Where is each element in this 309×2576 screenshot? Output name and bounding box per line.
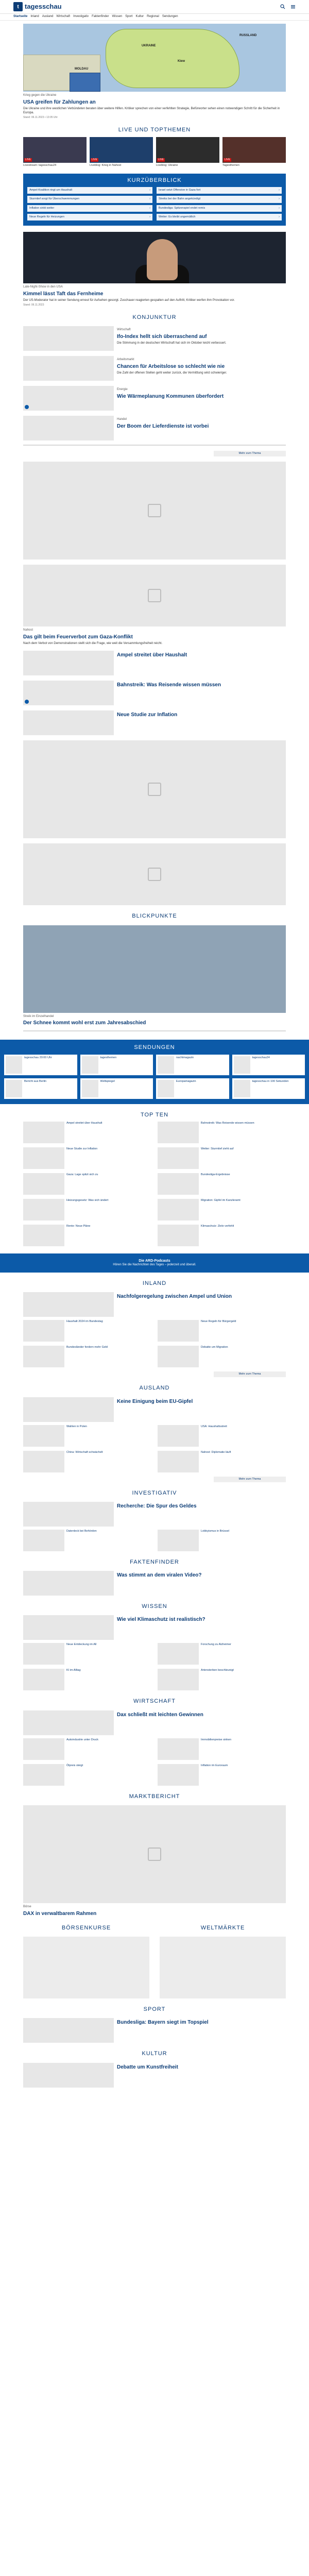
map-label: UKRAINE [142,44,156,47]
sendung-thumbnail [82,1056,98,1074]
chevron-right-icon: › [279,189,280,192]
list-item[interactable]: Autoindustrie unter Druck [23,1738,151,1760]
kicker: Energie [117,388,128,392]
article-thumbnail [23,1225,64,1246]
article-headline[interactable]: Ampel streitet über Haushalt [117,652,187,658]
feature-article[interactable] [23,232,286,307]
sendung-thumbnail [6,1080,22,1097]
section-title-markt: MARKTBERICHT [129,1793,180,1800]
live-thumbnail [23,137,87,163]
live-caption: Liveblog: Ukraine [156,163,178,167]
article-card[interactable] [23,1571,286,1596]
kicker: Streik im Einzelhandel [23,1014,54,1018]
sendung-card[interactable]: Bericht aus Berlin [4,1078,77,1099]
article-card[interactable] [23,416,286,440]
article-card[interactable] [23,681,286,705]
image-placeholder-icon [148,1848,161,1861]
lead-teaser: Die Ukraine und ihre westlichen Verbündeten beraten über weitere Hilfen. Kritiker sprechen von einer verfehlten Strategie, Befürworter sehen einen notwendigen Schritt für die Sicherheit in Europa. [23,107,280,114]
header-icons [280,4,296,9]
article-headline: Nachfolgeregelung zwischen Ampel und Union [117,1294,232,1300]
list-item[interactable]: Lobbyismus in Brüssel [158,1530,286,1551]
kurzueberblick-item[interactable]: Inflation sinkt weiter › [27,205,152,212]
article-card[interactable] [23,1397,286,1422]
topten-item[interactable]: Heizungsgesetz: Was sich ändert [23,1199,151,1221]
feature-teaser: Der US-Moderator hat in seiner Sendung erneut für Aufsehen gesorgt. Zuschauer reagierten gespalten auf den Auftritt, Kritiker werfen ihm Provokation vor. [23,298,235,302]
nav-regional[interactable]: Regional [147,15,159,19]
topten-item[interactable]: Neue Studie zur Inflation [23,1147,151,1169]
article-thumbnail [23,416,114,440]
banner-title: Die ARD-Podcasts [139,1259,170,1263]
article-image [23,740,286,838]
list-item[interactable]: Haushalt 2024 im Bundestag [23,1320,151,1342]
article-headline[interactable]: Chancen für Arbeitslose so schlecht wie nie [117,364,225,370]
feature-image [23,232,286,283]
article-teaser: Nach dem Verbot von Demonstrationen stellt sich die Frage, wie weit die Versammlungsfreiheit reicht. [23,642,163,646]
article-thumbnail [158,1225,199,1246]
article-headline: Dax schließt mit leichten Gewinnen [117,1711,203,1718]
topten-item[interactable]: Klimaschutz: Ziele verfehlt [158,1225,286,1246]
weltmaerkte-widget[interactable] [160,1937,286,1998]
live-badge: LIVE [225,158,230,162]
section-title: AUSLAND [139,1385,170,1392]
section-title-blickpunkte: BLICKPUNKTE [132,913,177,920]
banner-text: Hören Sie die Nachrichten des Tages – jederzeit und überall. [113,1263,196,1267]
section-title-sport: SPORT [143,2006,166,2013]
section-wirtschaft [23,1698,286,1785]
markt-columns [23,1917,286,1998]
article-headline[interactable]: Ifo-Index hellt sich überraschend auf [117,334,207,340]
live-thumbnail [222,137,286,163]
more-button[interactable]: Mehr zum Thema [214,1371,286,1377]
section-title-konjunktur: KONJUNKTUR [132,314,177,321]
kicker: Wirtschaft [117,328,131,332]
section-title-kultur: KULTUR [142,2050,167,2057]
list-item[interactable]: Bundesländer fordern mehr Geld [23,1346,151,1367]
article-thumbnail [23,1292,114,1317]
sendung-card[interactable]: tagesschau in 100 Sekunden [232,1078,305,1099]
section-inland [23,1280,286,1377]
article-thumbnail [23,1571,114,1596]
sendung-card[interactable]: Europamagazin [156,1078,229,1099]
logo[interactable] [13,2,62,11]
chevron-right-icon: › [149,206,150,210]
article-thumbnail [23,326,114,351]
list-item[interactable]: China: Wirtschaft schwächelt [23,1451,151,1472]
sendung-thumbnail [158,1056,174,1074]
list-item[interactable]: Wahlen in Polen [23,1425,151,1447]
list-item[interactable]: Immobilienpreise sinken [158,1738,286,1760]
live-card[interactable] [23,137,87,167]
sendung-card[interactable]: Weltspiegel [80,1078,153,1099]
markt-headline[interactable]: DAX in verwaltbarem Rahmen [23,1910,97,1917]
live-caption: Tagesthemen [222,163,240,167]
kurzueberblick-item[interactable]: Streiks bei der Bahn angekündigt › [157,196,282,202]
kicker: Krieg gegen die Ukraine [23,94,57,97]
live-badge: LIVE [25,158,31,162]
live-row [23,137,286,167]
video-thumbnail [23,386,114,411]
topten-item[interactable]: Bahnstreik: Was Reisende wissen müssen [158,1122,286,1143]
chevron-right-icon: › [279,197,280,201]
article-headline: Recherche: Die Spur des Geldes [117,1503,197,1509]
article-headline: Keine Einigung beim EU-Gipfel [117,1398,193,1404]
boerse-widget[interactable] [23,1937,149,1998]
article-image [23,843,286,905]
article-thumbnail [23,2018,114,2043]
map-label: Kiew [178,60,185,63]
sendung-thumbnail [158,1080,174,1097]
article-thumbnail [158,1173,199,1195]
kurzueberblick-item[interactable]: Ampel-Koalition ringt um Haushalt › [27,187,152,194]
section-title: WISSEN [142,1603,167,1610]
live-card[interactable] [222,137,286,167]
map-label: MOLDAU [75,67,89,71]
main-nav [0,14,309,21]
nav-sendungen[interactable]: Sendungen [162,15,178,19]
kicker: Börse [23,1905,31,1909]
article-headline[interactable]: Neue Studie zur Inflation [117,712,178,718]
chevron-right-icon: › [279,215,280,218]
sendungen-row [4,1078,305,1099]
nav-wissen[interactable]: Wissen [112,15,123,19]
article-card[interactable] [23,1615,286,1640]
article-headline[interactable]: Wie Wärmeplanung Kommunen überfordert [117,394,224,400]
kurzueberblick-title: KURZÜBERBLICK [127,177,182,183]
sendung-thumbnail [82,1080,98,1097]
article-card[interactable] [23,1292,286,1317]
sendung-thumbnail [234,1056,250,1074]
article-headline[interactable]: Bahnstreik: Was Reisende wissen müssen [117,682,221,688]
image-placeholder-icon [148,504,161,517]
live-card[interactable] [90,137,153,167]
nav-kultur[interactable]: Kultur [135,15,144,19]
sendung-thumbnail [234,1080,250,1097]
brand-name: tagesschau [25,2,62,10]
weltmaerkte-title: WELTMÄRKTE [200,1924,245,1931]
article-card[interactable] [23,1502,286,1527]
list-item[interactable]: Forschung zu Alzheimer [158,1643,286,1665]
article-headline[interactable]: Der Boom der Lieferdienste ist vorbei [117,423,209,430]
search-icon[interactable] [280,4,285,9]
kurzueberblick-box [23,174,286,226]
article-thumbnail [158,1199,199,1221]
kurzueberblick-item[interactable]: Wetter: Es bleibt ungemütlich › [157,214,282,221]
list-item[interactable]: USA: Haushaltsstreit [158,1425,286,1447]
article-thumbnail [23,1615,114,1640]
article-thumbnail [23,651,114,675]
map-label: RUSSLAND [239,34,257,37]
article-headline: Bundesliga: Bayern siegt im Topspiel [117,2020,209,2026]
markt-image [23,1805,286,1903]
chevron-right-icon: › [149,215,150,218]
nav-inland[interactable]: Inland [30,15,39,19]
logo-mark: t [13,2,23,11]
list-item[interactable]: Neue Regeln für Bürgergeld [158,1320,286,1342]
nav-investigativ[interactable]: Investigativ [73,15,89,19]
article-thumbnail [23,1147,64,1169]
article-card[interactable] [23,356,286,381]
nav-ausland[interactable]: Ausland [42,15,54,19]
list-item[interactable]: Neue Entdeckung im All [23,1643,151,1665]
timestamp: Stand: 06.11.2023 [23,303,44,307]
sendung-thumbnail [6,1056,22,1074]
live-caption: Livestream: tagesschau24 [23,163,57,167]
article-card[interactable] [23,710,286,735]
live-thumbnail [156,137,219,163]
article-thumbnail [23,1199,64,1221]
article-card[interactable] [23,326,286,351]
kicker: Arbeitsmarkt [117,358,134,362]
map-image [23,24,286,92]
sendung-card[interactable]: tagesschau 20:00 Uhr [4,1055,77,1075]
header [0,0,309,14]
nav-wirtschaft[interactable]: Wirtschaft [56,15,71,19]
video-thumbnail [23,681,114,705]
article-thumbnail [23,1502,114,1527]
image-placeholder-icon [148,783,161,796]
topten-item[interactable]: Rente: Neue Pläne [23,1225,151,1246]
sendung-card[interactable]: tagesschau24 [232,1055,305,1075]
section-title: INLAND [142,1280,167,1286]
blickpunkt-image [23,925,286,1013]
nav-sport[interactable]: Sport [125,15,133,19]
topten-item[interactable]: Migration: Gipfel im Kanzleramt [158,1199,286,1221]
lead-headline[interactable]: USA greifen für Zahlungen an [23,99,96,105]
article-teaser: Die Zahl der offenen Stellen geht weiter zurück, die Vermittlung wird schwieriger. [117,371,227,375]
topten-item[interactable]: Gaza: Lage spitzt sich zu [23,1173,151,1195]
article-image [23,462,286,560]
section-wissen [23,1603,286,1690]
live-badge: LIVE [158,158,164,162]
boerse-title: BÖRSENKURSE [61,1924,111,1931]
section-title-sendungen: SENDUNGEN [134,1044,175,1051]
timestamp: Stand: 06.11.2023 • 13:05 Uhr [23,115,58,119]
article-thumbnail [23,710,114,735]
article-image [23,565,286,626]
topten-item[interactable]: Bundesliga-Ergebnisse [158,1173,286,1195]
section-investigativ [23,1489,286,1551]
kicker: Handel [117,418,127,421]
nav-startseite[interactable]: Startseite [13,15,28,19]
sendung-card[interactable]: tagesthemen [80,1055,153,1075]
article-teaser: Die Stimmung in der deutschen Wirtschaft hat sich im Oktober leicht verbessert. [117,342,227,345]
topten-item[interactable]: Ampel streitet über Haushalt [23,1122,151,1143]
section-title: FAKTENFINDER [130,1558,179,1565]
list-item[interactable]: Artensterben beschleunigt [158,1669,286,1690]
article-thumbnail [23,1173,64,1195]
article-headline[interactable]: Das gilt beim Feuerverbot zum Gaza-Konflikt [23,634,133,640]
sendungen-row [4,1055,305,1075]
blickpunkt-headline[interactable]: Der Schnee kommt wohl erst zum Jahresabschied [23,1020,146,1026]
nav-faktenfinder[interactable]: Faktenfinder [92,15,109,19]
section-faktenfinder [23,1558,286,1596]
sections-container [0,1280,309,2088]
kicker: Nahost [23,629,33,632]
image-placeholder-icon [148,868,161,881]
article-thumbnail [158,1122,199,1143]
chevron-right-icon: › [149,197,150,201]
carousel-pager[interactable] [23,1029,286,1032]
topten-grid [23,1122,286,1246]
section-title: INVESTIGATIV [132,1489,177,1496]
article-thumbnail [23,1397,114,1422]
chevron-right-icon: › [279,206,280,210]
section-ausland [23,1384,286,1482]
section-title-topten: TOP TEN [140,1111,169,1118]
podcast-banner[interactable] [0,1253,309,1273]
list-item[interactable]: Nahost: Diplomatie läuft [158,1451,286,1472]
more-button[interactable]: Mehr zum Thema [214,451,286,456]
article-card[interactable] [23,386,286,411]
topten-item[interactable]: Wetter: Sturmtief zieht auf [158,1147,286,1169]
sendung-card[interactable]: nachtmagazin [156,1055,229,1075]
article-card[interactable] [23,2018,286,2043]
kurzueberblick-list [27,187,282,221]
sendungen-box [0,1040,309,1104]
article-headline: Was stimmt an dem viralen Video? [117,1572,202,1579]
kurzueberblick-item[interactable]: Neue Regeln für Heizungen › [27,214,152,221]
article-thumbnail [158,1147,199,1169]
feature-headline[interactable]: Kimmel lässt Taft das Fernheime [23,291,104,297]
list-item[interactable]: Datenleck bei Behörden [23,1530,151,1551]
lead-article[interactable] [23,24,286,119]
image-placeholder-icon [148,589,161,602]
kurzueberblick-item[interactable]: Israel setzt Offensive in Gaza fort › [157,187,282,194]
kurzueberblick-item[interactable]: Sturmtief sorgt für Überschwemmungen › [27,196,152,202]
article-headline: Debatte um Kunstfreiheit [117,2064,178,2070]
live-thumbnail [90,137,153,163]
menu-icon[interactable] [290,4,296,9]
kicker: Late-Night-Show in den USA [23,285,63,289]
article-thumbnail [23,1122,64,1143]
more-button[interactable]: Mehr zum Thema [214,1477,286,1482]
section-title-live: LIVE UND TOPTHEMEN [118,127,191,133]
list-item[interactable]: Ölpreis steigt [23,1764,151,1786]
chevron-right-icon: › [149,189,150,192]
live-card[interactable] [156,137,219,167]
article-card[interactable] [23,2063,286,2088]
live-caption: Liveblog: Krieg in Nahost [90,163,122,167]
article-card[interactable] [23,651,286,675]
list-item[interactable]: KI im Alltag [23,1669,151,1690]
article-headline: Wie viel Klimaschutz ist realistisch? [117,1617,205,1623]
live-badge: LIVE [92,158,97,162]
article-thumbnail [23,1710,114,1735]
article-thumbnail [23,2063,114,2088]
list-item[interactable]: Debatte um Migration [158,1346,286,1367]
section-title: WIRTSCHAFT [133,1698,176,1705]
kurzueberblick-item[interactable]: Bundesliga: Spitzenspiel endet remis › [157,205,282,212]
carousel-pager[interactable] [23,444,286,447]
article-thumbnail [23,356,114,381]
list-item[interactable]: Inflation im Euroraum [158,1764,286,1786]
article-card[interactable] [23,1710,286,1735]
